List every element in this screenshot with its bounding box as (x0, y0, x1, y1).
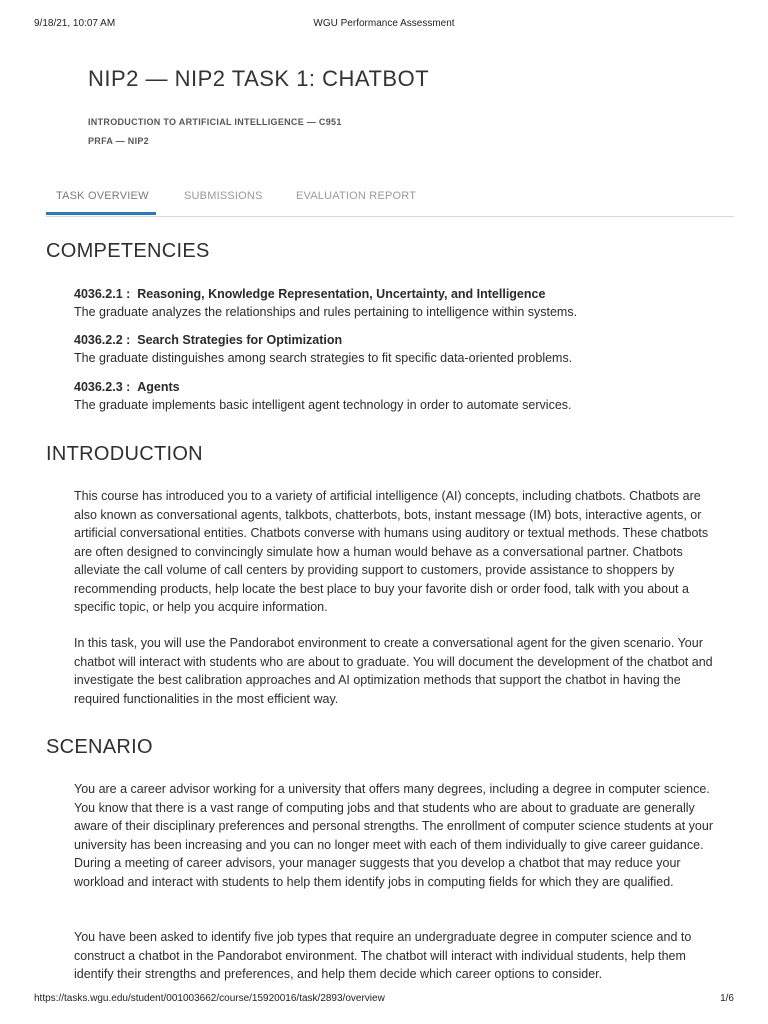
print-footer (34, 993, 734, 1007)
introduction-paragraph: In this task, you will use the Pandorabot environment to create a conversational agent for the given scenario. Your chatbot will interact with students who are about to graduate. You will document the development of the chatbot and investigate the best calibration approaches and AI optimization methods that support the chatbot in having the required functionalities in the most efficient way. (74, 636, 713, 706)
competency-name: Reasoning, Knowledge Representation, Uncertainty, and Intelligence (137, 287, 546, 301)
competency-item (74, 331, 724, 367)
competency-description: The graduate distinguishes among search strategies to fit specific data-oriented problems. (74, 351, 573, 365)
active-tab-indicator (46, 212, 156, 215)
competency-code: 4036.2.1 : (74, 287, 131, 301)
scenario-paragraph: You have been asked to identify five job types that require an undergraduate degree in computer science and to construct a chatbot in the Pandorabot environment. The chatbot will interact with individual students, help them identify their strengths and preferences, and help them decide which career options to consider. (74, 930, 692, 981)
competency-description: The graduate implements basic intelligent agent technology in order to automate services. (74, 398, 572, 412)
competency-name: Search Strategies for Optimization (137, 333, 343, 347)
tab-submissions[interactable]: SUBMISSIONS (184, 190, 263, 202)
competency-description: The graduate analyzes the relationships and rules pertaining to intelligence within systems. (74, 305, 578, 319)
tab-evaluation-report[interactable]: EVALUATION REPORT (296, 190, 417, 202)
prfa-label: PRFA — NIP2 (88, 136, 149, 146)
competency-item (74, 285, 724, 321)
competency-name: Agents (137, 380, 180, 394)
print-page-title: WGU Performance Assessment (313, 18, 455, 29)
competency-code: 4036.2.3 : (74, 380, 131, 394)
competency-code: 4036.2.2 : (74, 333, 131, 347)
task-tabs (46, 186, 734, 217)
task-title: NIP2 — NIP2 TASK 1: CHATBOT (88, 66, 430, 91)
page-url: https://tasks.wgu.edu/student/001003662/course/15920016/task/2893/overview (34, 993, 385, 1004)
competencies-heading: COMPETENCIES (46, 240, 210, 262)
print-date: 9/18/21, 10:07 AM (34, 18, 116, 29)
scenario-paragraph: You are a career advisor working for a university that offers many degrees, including a degree in computer science. You know that there is a vast range of computing jobs and that students who are about to graduate are generally aware of their disciplinary preferences and personal strengths. The enrollment of computer science students at your university has been increasing and you can no longer meet with each of them individually to give career guidance. During a meeting of career advisors, your manager suggests that you develop a chatbot that may reduce your workload and interact with students to help them identify jobs in computing fields for which they are qualified. (74, 782, 713, 889)
introduction-paragraph: This course has introduced you to a variety of artificial intelligence (AI) concepts, including chatbots. Chatbots are also known as conversational agents, talkbots, chatterbots, bots, instant message (IM) bots, interactive agents, or artificial conversational entities. Chatbots converse with humans using auditory or textual methods. These chatbots are often designed to convincingly simulate how a human would behave as a conversational partner. Chatbots alleviate the call volume of call centers by providing support to customers, provide assistance to shoppers by recommending products, help locate the best place to buy your favorite dish or order food, talk with you about a specific topic, or help you acquire information. (74, 489, 709, 614)
introduction-heading: INTRODUCTION (46, 443, 203, 465)
course-name: INTRODUCTION TO ARTIFICIAL INTELLIGENCE — C951 (88, 117, 342, 127)
tab-task-overview[interactable]: TASK OVERVIEW (56, 190, 149, 202)
page-number: 1/6 (720, 993, 734, 1004)
scenario-heading: SCENARIO (46, 736, 153, 758)
print-header (34, 18, 734, 32)
competency-item (74, 378, 724, 414)
